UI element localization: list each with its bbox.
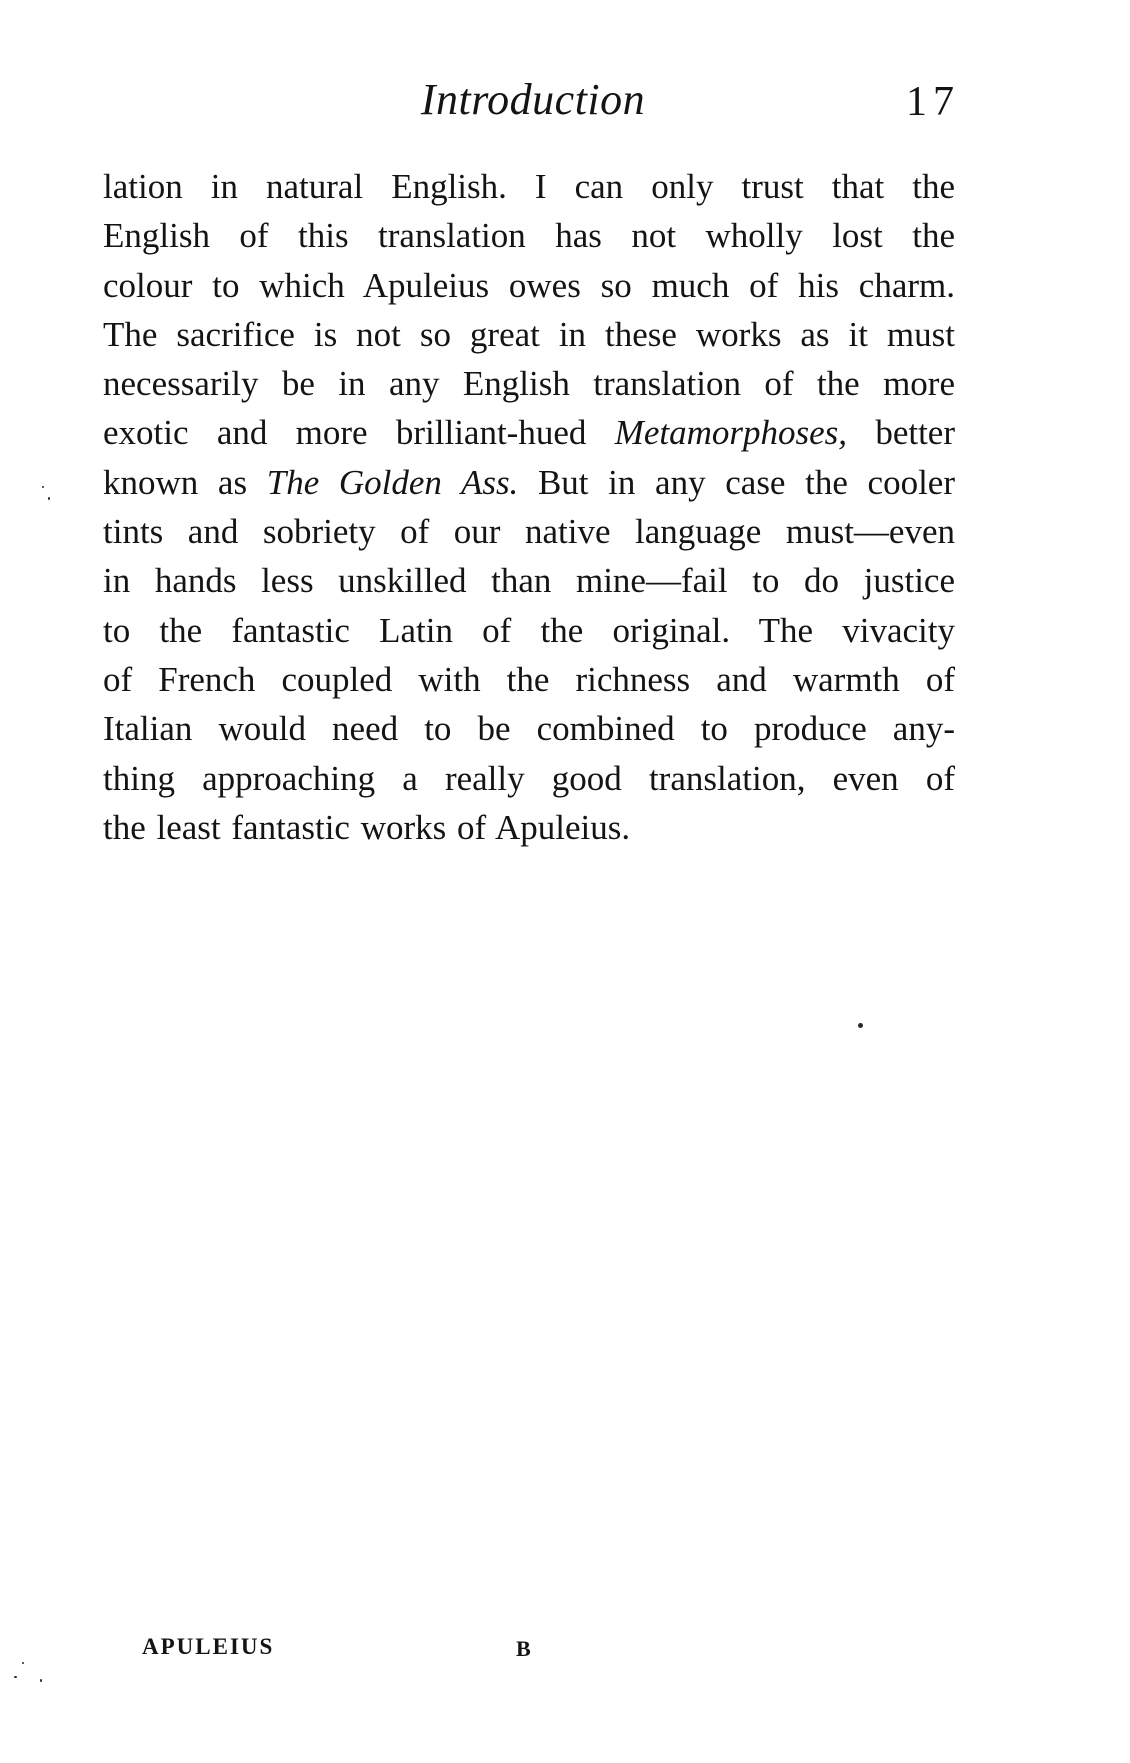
text-line-7-after: But in any case the cooler xyxy=(518,462,955,502)
text-line-8: tints and sobriety of our native language must—even xyxy=(103,512,955,552)
text-line-10: to the fantastic Latin of the original. The vivacity xyxy=(103,610,955,650)
text-line-6 xyxy=(103,408,955,457)
text-line-6-before: exotic and more brilliant-hued xyxy=(103,413,615,453)
text-line-6-after: better xyxy=(847,413,955,453)
ink-speck xyxy=(40,1679,42,1682)
text-line-9: in hands less unskilled than mine—fail to do justice xyxy=(103,561,955,601)
ink-speck xyxy=(858,1023,863,1028)
body-text xyxy=(103,162,955,852)
page-number: 17 xyxy=(906,79,960,125)
text-line-5: necessarily be in any English translation of the more xyxy=(103,364,955,404)
ink-speck xyxy=(42,486,44,488)
running-title: Introduction xyxy=(420,75,646,124)
ink-speck xyxy=(22,1662,24,1664)
italic-title-metamorphoses: Metamorphoses, xyxy=(614,413,848,453)
text-line-3: colour to which Apuleius owes so much of his charm. xyxy=(103,265,955,305)
text-line-7-before: known as xyxy=(103,462,267,502)
text-line-11: of French coupled with the richness and warmth of xyxy=(103,659,955,699)
text-line-1: lation in natural English. I can only trust that the xyxy=(103,167,955,206)
ink-speck xyxy=(48,497,50,500)
signature-title: APULEIUS xyxy=(142,1634,275,1659)
text-line-7 xyxy=(103,458,955,507)
text-line-13: thing approaching a really good translation, even of xyxy=(103,758,955,798)
signature-mark: B xyxy=(516,1636,531,1661)
ink-speck xyxy=(14,1676,17,1678)
italic-title-golden-ass: The Golden Ass. xyxy=(266,462,519,502)
text-line-14: the least fantastic works of Apuleius. xyxy=(103,807,631,847)
text-line-12: Italian would need to be combined to produce any- xyxy=(103,709,955,749)
text-line-2: English of this translation has not wholly lost the xyxy=(103,216,955,256)
text-line-4: The sacrifice is not so great in these works as it must xyxy=(103,314,955,354)
